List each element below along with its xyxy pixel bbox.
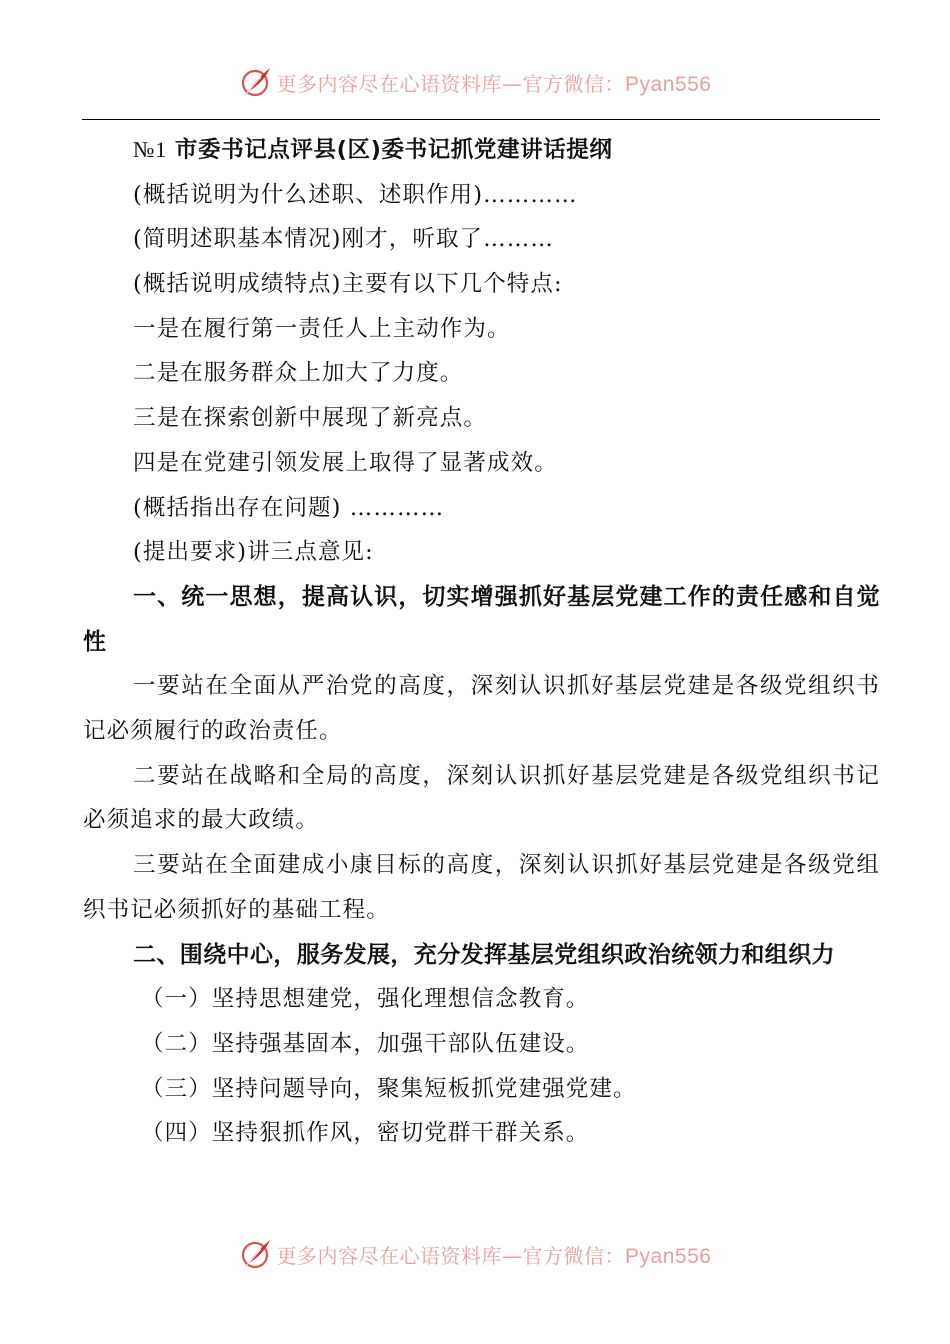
list-item: （三）坚持问题导向，聚集短板抓党建强党建。 [141,1075,637,1102]
intro-line: 一是在履行第一责任人上主动作为。 [133,315,511,342]
intro-line: (概括说明成绩特点)主要有以下几个特点: [133,271,563,298]
document-body [83,128,880,1156]
header-divider [82,119,880,120]
section-heading: 一、统一思想，提高认识，切实增强抓好基层党建工作的责任感和自觉性 [83,583,880,655]
quill-pen-logo-icon [239,65,273,99]
section-paragraph: 一要站在全面从严治党的高度，深刻认识抓好基层党建是各级党组织书记必须履行的政治责任。 [83,673,880,744]
list-item: （二）坚持强基固本，加强干部队伍建设。 [141,1030,590,1057]
intro-line: (概括说明为什么述职、述职作用)………… [133,181,578,208]
intro-line: (简明述职基本情况)刚才，听取了……… [133,226,554,253]
intro-line: (提出要求)讲三点意见: [133,539,374,566]
list-item: （一）坚持思想建党，强化理想信念教育。 [141,986,590,1013]
intro-line: 四是在党建引领发展上取得了显著成效。 [133,449,558,476]
document-title: №1 市委书记点评县(区)委书记抓党建讲话提纲 [133,137,613,163]
section-paragraph: 三要站在全面建成小康目标的高度，深刻认识抓好基层党建是各级党组织书记必须抓好的基础工程。 [83,852,880,923]
wechat-id: Pyan556 [625,72,712,96]
wechat-id: Pyan556 [625,1244,712,1268]
banner-text: 更多内容尽在心语资料库—官方微信：Pyan556 [276,71,712,96]
banner-text: 更多内容尽在心语资料库—官方微信：Pyan556 [276,1243,712,1268]
intro-line: 三是在探索创新中展现了新亮点。 [133,405,488,432]
section-paragraph: 二要站在战略和全局的高度，深刻认识抓好基层党建是各级党组织书记必须追求的最大政绩。 [83,762,880,834]
section-heading: 二、围绕中心，服务发展，充分发挥基层党组织政治统领力和组织力 [133,941,835,968]
footer-banner [0,1232,950,1276]
intro-line: 二是在服务群众上加大了力度。 [133,360,464,387]
list-item: （四）坚持狠抓作风，密切党群干群关系。 [141,1120,590,1147]
quill-pen-logo-icon [239,1237,273,1271]
header-banner [0,60,950,104]
intro-line: (概括指出存在问题) ………… [133,494,445,521]
